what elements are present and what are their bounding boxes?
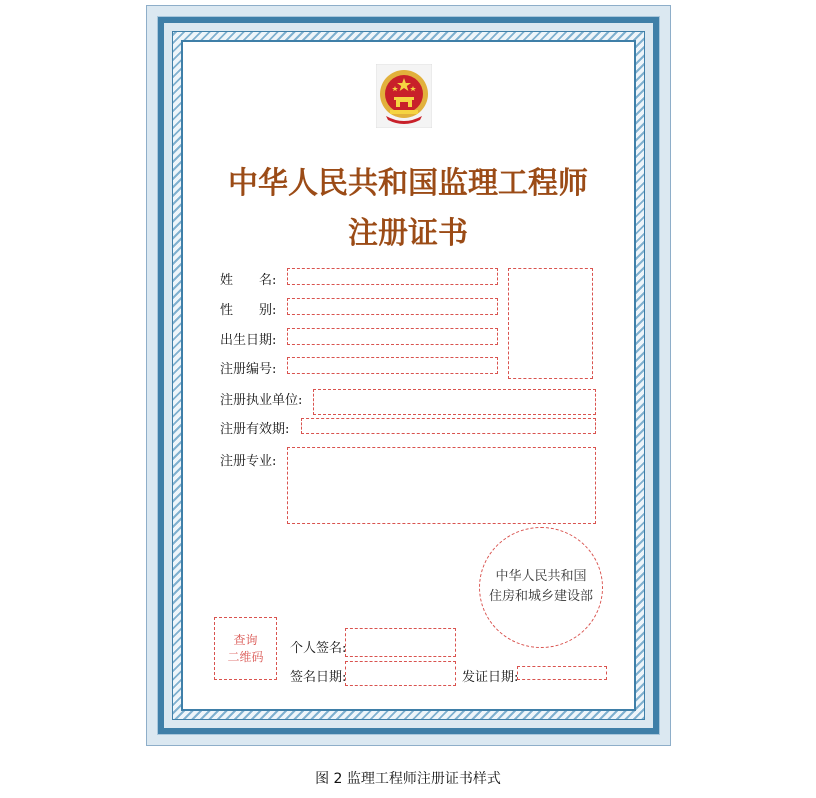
birth-date-label: 出生日期: [220, 333, 277, 348]
figure-caption: 图 2 监理工程师注册证书样式 [315, 771, 501, 787]
registration-number-label: 注册编号: [220, 362, 277, 377]
gender-field [287, 298, 498, 315]
validity-period-field [301, 418, 596, 434]
personal-signature-label: 个人签名: [290, 641, 347, 656]
seal-text-line1: 中华人民共和国 [495, 569, 587, 584]
issue-date-field [517, 666, 607, 680]
sign-date-label: 签名日期: [290, 670, 347, 685]
name-field [287, 268, 498, 285]
national-emblem-icon [376, 64, 432, 128]
name-label: 姓 名: [220, 273, 277, 288]
qr-text-line2: 二维码 [227, 650, 264, 664]
specialty-field [287, 447, 596, 524]
certificate-title-line1: 中华人民共和国监理工程师 [228, 166, 588, 201]
practice-unit-field [313, 389, 596, 415]
specialty-label: 注册专业: [220, 454, 277, 469]
qr-text-line1: 查询 [233, 633, 258, 647]
issue-date-label: 发证日期: [462, 670, 519, 685]
gender-label: 性 别: [220, 303, 277, 318]
validity-period-label: 注册有效期: [220, 422, 290, 437]
sign-date-field [345, 661, 456, 686]
practice-unit-label: 注册执业单位: [220, 393, 303, 408]
certificate-title-line2: 注册证书 [348, 216, 468, 251]
seal-text-line2: 住房和城乡建设部 [488, 589, 593, 604]
personal-signature-field [345, 628, 456, 657]
birth-date-field [287, 328, 498, 345]
registration-number-field [287, 357, 498, 374]
photo-box [508, 268, 593, 379]
